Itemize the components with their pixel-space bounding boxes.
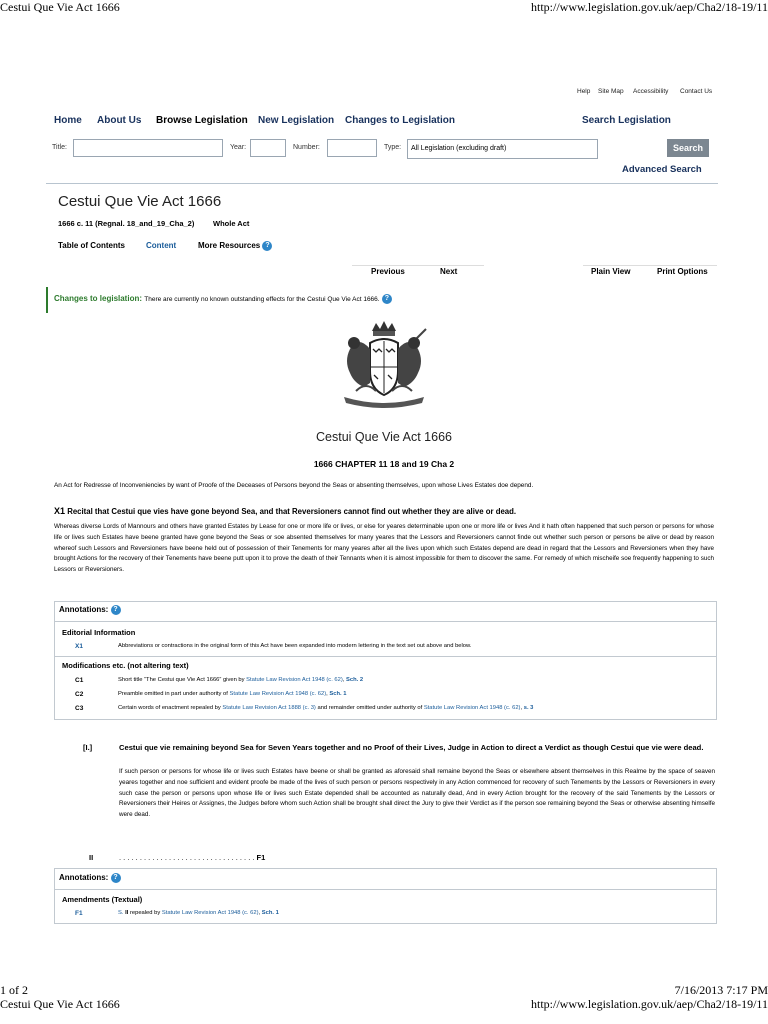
title-input[interactable]	[73, 139, 223, 157]
help-icon[interactable]: ?	[111, 605, 121, 615]
document-title: Cestui Que Vie Act 1666	[316, 430, 452, 444]
pager-right-line	[583, 265, 717, 266]
tab-content[interactable]: Content	[146, 241, 177, 250]
annotation-key-c3: C3	[75, 705, 84, 712]
section-1-paragraph: If such person or persons for whose life or lives such Estates have beene or shall be granted as aforesaid shall remaine beyond the Seas or elsewhere absent themselves in this Realme by the space of seaven yeares together and noe sufficient and evident proofe be made of the lives of such person or persons respectively in any Action commenced for recovery of such Tenements by the Lessors or Reversioners in every such case the person or persons upon whose life or lives such Estate depended shall be accounted as naturally dead, And in every Action brought for the recovery of the said Tenements by the Lessors or Reversioners their Heires or Assignes, the Judges before whom such Action shall be brought shall direct the Jury to give their Verdict as if the person soe remaining beyond the Seas or otherwise absenting himselfe were dead.	[119, 768, 715, 819]
annotation-key-x1[interactable]: X1	[75, 643, 83, 650]
recital-marker[interactable]: X1	[54, 506, 66, 516]
print-footer-url: http://www.legislation.gov.uk/aep/Cha2/18-19/11	[531, 997, 768, 1011]
help-icon[interactable]: ?	[382, 294, 392, 304]
annotation-f1-prefix: repealed by	[128, 910, 162, 916]
annotation-key-f1[interactable]: F1	[75, 910, 83, 917]
section-1-heading: Cestui que vie remaining beyond Sea for Seven Years together and no Proof of their Lives, Judge in Action to direct a Verdict as though Cestui que vie were dead.	[119, 743, 704, 752]
modifications-heading: Modifications etc. (not altering text)	[62, 661, 189, 670]
long-title: An Act for Redresse of Inconveniencies by want of Proofe of the Deceases of Persons beyond the Seas or absenting themselves, upon whose Lives Estates doe depend.	[54, 482, 534, 489]
next-link[interactable]: Next	[440, 267, 458, 276]
nav-new-legislation[interactable]: New Legislation	[258, 115, 335, 126]
nav-browse-legislation[interactable]: Browse Legislation	[156, 115, 248, 126]
type-label: Type:	[384, 144, 402, 151]
annotation-key-c1: C1	[75, 677, 84, 684]
accessibility-link[interactable]: Accessibility	[633, 88, 669, 95]
recital-heading	[54, 506, 714, 516]
section-2-footnote-ref[interactable]: F1	[256, 853, 266, 862]
tab-table-of-contents[interactable]: Table of Contents	[58, 241, 125, 250]
annotation-c3-prefix: Certain words of enactment repealed by	[118, 705, 223, 711]
changes-text: There are currently no known outstanding effects for the Cestui Que Vie Act 1666.	[144, 296, 380, 304]
print-header-url: http://www.legislation.gov.uk/aep/Cha2/18-19/11	[531, 0, 768, 14]
act-citation: 1666 c. 11 (Regnal. 18_and_19_Cha_2)	[58, 219, 195, 228]
section-link[interactable]: s. 3	[523, 705, 534, 711]
advanced-search-link[interactable]: Advanced Search	[622, 164, 702, 175]
section-1-number: [I.]	[83, 743, 93, 752]
recital-heading-text: Recital that Cestui que vies have gone beyond Sea, and that Reversioners cannot find out whether they are alive or dead.	[67, 507, 517, 516]
statute-link[interactable]: Statute Law Revision Act 1948 (c. 62)	[423, 705, 521, 711]
print-footer-title: Cestui Que Vie Act 1666	[0, 997, 120, 1011]
changes-label: Changes to legislation:	[54, 294, 143, 304]
editorial-information-heading: Editorial Information	[62, 628, 136, 637]
annotation-c1-prefix: Short title “The Cestui que Vie Act 1666” given by	[118, 677, 247, 683]
annotation-c3-middle: and remainder omitted under authority of	[315, 705, 424, 711]
whole-act-label: Whole Act	[213, 219, 250, 228]
annotation-text-c1	[118, 677, 363, 683]
separator: ,	[520, 705, 524, 711]
statute-link[interactable]: Statute Law Revision Act 1888 (c. 3)	[222, 705, 316, 711]
section-2-number: II	[89, 853, 94, 862]
nav-home[interactable]: Home	[54, 115, 82, 126]
annotation-text-c3	[118, 705, 533, 711]
help-link[interactable]: Help	[577, 88, 591, 95]
annotations-divider	[54, 889, 717, 890]
changes-notice	[54, 294, 392, 304]
help-icon[interactable]: ?	[111, 873, 121, 883]
more-resources-label: More Resources	[198, 241, 261, 251]
act-title: Cestui Que Vie Act 1666	[58, 193, 222, 210]
schedule-link[interactable]: Sch. 1	[329, 691, 347, 697]
section-2-repealed	[119, 853, 265, 862]
nav-search-legislation[interactable]: Search Legislation	[582, 115, 671, 126]
print-footer-page: 1 of 2	[0, 983, 28, 997]
separator: ,	[258, 910, 262, 916]
title-label: Title:	[52, 144, 67, 151]
help-icon[interactable]: ?	[262, 241, 272, 251]
schedule-link[interactable]: Sch. 2	[346, 677, 364, 683]
tab-more-resources[interactable]	[198, 241, 272, 251]
year-label: Year:	[230, 144, 247, 151]
year-input[interactable]	[250, 139, 286, 157]
recital-paragraph: Whereas diverse Lords of Mannours and others have granted Estates by Lease for one or more life or lives, or else for yeares determinable upon one or more life or lives And it hath often happened that such person or persons for whose life or lives such Estates have beene granted have gone beyond the Seas or soe absented themselves for many yeares that the Lessors and Reversioners cannot finde out whether such person or persons be alive or dead by reason whereof such Lessors and Reversioners have beene held out of possession of their Tenements for many yeares after all the lives upon which such Estates depend are dead in regard that the Lessors and Reversioners when they have brought Actions for the recovery of their Tenements have beene putt upon it to prove the death of their Tennants when it is almost impossible for them to discover the same. For remedy of which mischeife soe frequently happening to such Lessors or Reversioners.	[54, 523, 714, 574]
document-chapter: 1666 CHAPTER 11 18 and 19 Cha 2	[313, 459, 455, 469]
annotations-heading-text: Annotations:	[59, 873, 109, 883]
separator: ,	[326, 691, 330, 697]
annotations-heading-text: Annotations:	[59, 605, 109, 615]
type-select[interactable]: All Legislation (excluding draft)	[407, 139, 598, 159]
annotation-text-f1	[118, 910, 279, 916]
annotation-key-c2: C2	[75, 691, 84, 698]
royal-coat-of-arms-icon	[336, 321, 432, 414]
print-header-title: Cestui Que Vie Act 1666	[0, 0, 120, 14]
search-button[interactable]: Search	[667, 139, 709, 157]
annotation-c2-prefix: Preamble omitted in part under authority of	[118, 691, 230, 697]
annotation-text-x1: Abbreviations or contractions in the original form of this Act have been expanded into modern lettering in the text set out above and below.	[118, 643, 472, 649]
changes-accent-bar	[46, 287, 48, 313]
pager-top-line	[352, 265, 484, 266]
header-divider	[46, 183, 718, 184]
nav-about-us[interactable]: About Us	[97, 115, 142, 126]
statute-link[interactable]: Statute Law Revision Act 1948 (c. 62)	[229, 691, 327, 697]
number-label: Number:	[293, 144, 320, 151]
annotation-text-c2	[118, 691, 346, 697]
annotations-heading	[59, 605, 121, 615]
section-link[interactable]: S.	[118, 910, 126, 916]
section-number: II	[125, 910, 129, 916]
separator: ,	[342, 677, 347, 683]
number-input[interactable]	[327, 139, 377, 157]
print-options-link[interactable]: Print Options	[657, 267, 708, 276]
amendments-heading: Amendments (Textual)	[62, 895, 143, 904]
site-map-link[interactable]: Site Map	[598, 88, 624, 95]
annotations-divider	[54, 656, 717, 657]
print-footer-datetime: 7/16/2013 7:17 PM	[674, 983, 768, 997]
statute-link[interactable]: Statute Law Revision Act 1948 (c. 62)	[161, 910, 259, 916]
statute-link[interactable]: Statute Law Revision Act 1948 (c. 62)	[246, 677, 343, 683]
annotations-heading	[59, 873, 121, 883]
nav-changes-to-legislation[interactable]: Changes to Legislation	[345, 115, 456, 126]
section-2-dots: . . . . . . . . . . . . . . . . . . . . . . . . . . . . . . . . .	[119, 853, 255, 862]
plain-view-link[interactable]: Plain View	[591, 267, 631, 276]
schedule-link[interactable]: Sch. 1	[261, 910, 279, 916]
previous-link[interactable]: Previous	[371, 267, 405, 276]
annotations-divider	[54, 621, 717, 622]
contact-us-link[interactable]: Contact Us	[680, 88, 713, 95]
